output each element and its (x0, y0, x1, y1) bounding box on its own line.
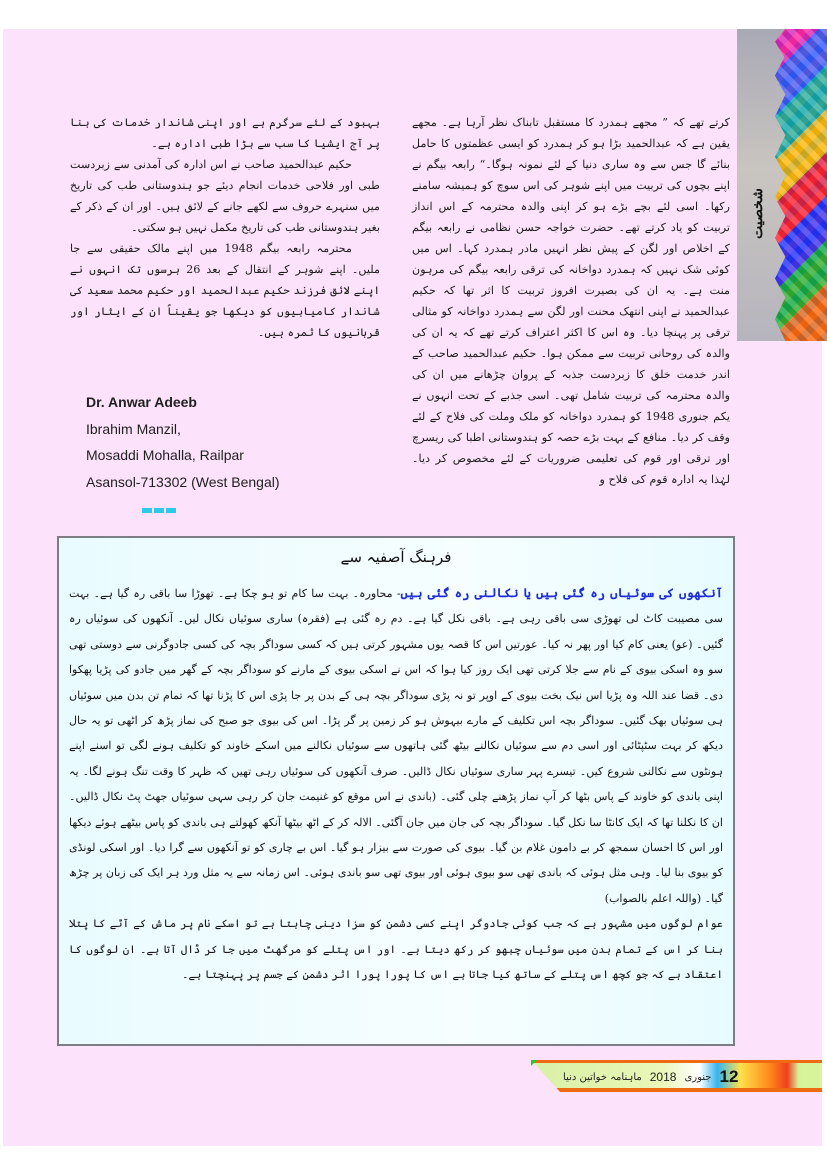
author-name: Dr. Anwar Adeeb (86, 394, 197, 410)
section-label: شخصیت (750, 188, 766, 240)
page-footer (531, 1060, 822, 1092)
author-address-line: Mosaddi Mohalla, Railpar (86, 447, 244, 463)
issue-year: 2018 (649, 1070, 677, 1084)
end-mark-square (142, 508, 152, 513)
magazine-name: ماہنامہ خواتین دنیا (563, 1071, 642, 1083)
glossary-definition: - محاورہ۔ بہت سا کام تو ہو چکا ہے۔ تھوڑا سا باقی رہ گیا ہے۔ بہت سی مصیبت کاٹ لی تھوڑی سی باقی رہی ہے۔ باقی نکل گیا ہے۔ دم رہ گئی ہے (فقرہ) ساری سوئیاں نکال لیں۔ آنکھوں کی سوئیاں رہ گئیں۔ (عو) یعنی کام کیا اور پھر نہ کیا۔ عورتیں اس کا قصہ یوں مشہور کرتی ہیں کہ کسی سوداگر بچہ کی کسی جادوگرنی سے دوستی تھی سو وہ اسکی بیوی کے نام سے جلا کرتی تھی ایک روز کیا ہوا کہ اس نے اسکی بیوی کے مارنے کو سوداگر بچہ کے گھر میں جادو کی پڑیا پھکوا دی۔ قضا عند اللہ وہ پڑیا اس نیک بخت بیوی کے اوپر تو نہ پڑی سوداگر بچہ ہی کے بدن پر جا پڑی اس کا پڑنا تھا کہ تمام تن بدن میں سوئیاں ہی سوئیاں بھک گئیں۔ سوداگر بچہ اس تکلیف کے مارے بیہوش ہو کر زمین پر گر پڑا۔ اس کی بیوی جو صبح کی نماز پڑھ کر اٹھی تو یہ حال دیکھ کر بہت سٹپٹائی اور اسی دم سے سوئیاں نکالنے بیٹھ گئی ہاتھوں سے سوئیاں نکالنے میں اسکے خاوند کو تکلیف ہونے لگی تو اسنے اپنے ہونٹوں سے نکالنی شروع کیں۔ تیسرے پہر ساری سوئیاں نکال ڈالیں۔ صرف آنکھوں کی سوئیاں رہی تھیں کہ ظہر کا وقت تنگ ہونے لگا۔ یہ اپنی باندی کو خاوند کے پاس بٹھا کر آپ نماز پڑھنے چلی گئی۔ (باندی نے اس موقع کو غنیمت جان کر رہی سہی سوئیاں جھٹ پٹ نکال ڈالیں۔ ان کا نکلنا تھا کہ ایک کانٹا سا نکل گیا۔ سوداگر بچہ کی جان میں جان آگئی۔ الالہ کر کے اٹھ بیٹھا آنکھ کھولتے ہی باندی کو پاس بیٹھے ہوئے دیکھا اور اس کا احسان سمجھ کر بے دامون غلام بن گیا۔ بیوی کی صورت سے بیزار ہو گیا۔ اس بے چاری کو تو آنکھوں سے گرا دیا۔ اور اسکی لونڈی کو بیوی بنا لیا۔ وہی مثل ہوئی کہ باندی تھی سو بیوی ہوئی اور بیوی تھی سو باندی ہوئی۔ اس زمانہ سے یہ مثل ورد ہر ایک کی زبان پر چڑھ گیا۔ (واللہ اعلم بالصواب) (69, 587, 723, 905)
article-end-marker (142, 508, 176, 513)
article-column-left (70, 112, 380, 343)
article-paragraph: بہبود کے لئے سرگرم ہے اور اپنی شاندار خدمات کی بنا پر آج ایشیا کا سب سے بڑا طبی ادارہ ہے۔ (70, 116, 380, 150)
article-paragraph: کرتے تھے کہ ” مجھے ہمدرد کا مستقبل تابناک نظر آرہا ہے۔ مجھے یقین ہے کہ عبدالحمید بڑا ہو کر ہمدرد کو ایسی عظمتوں کا حامل بنائے گا جس سے وہ ساری دنیا کے لئے نمونہ ہوگا۔“ رابعہ بیگم نے اپنے بچوں کی تربیت میں اپنے شوہر کی اس سوچ کو ہمیشہ سامنے رکھا۔ اسی لئے بچے بڑے ہو کر اپنی والدہ محترمہ کے اس انداز تربیت کو یاد کرتے تھے۔ حضرت خواجہ حسن نظامی نے رابعہ بیگم کے اخلاص اور لگن کے پیش نظر انہیں مادر ہمدرد کہا۔ اس میں کوئی شک نہیں کہ ہمدرد دواخانہ کی ترقی رابعہ بیگم کی مرہون منت ہے۔ یہ ان کی بصیرت افروز تربیت کا اثر تھا کہ حکیم عبدالحمید نے اپنی انتھک محنت اور لگن سے ہمدرد دواخانہ کو مثالی ترقی پر پہنچا دیا۔ وہ اس کا اکثر اعتراف کرتے تھے کہ یہ ان کی والدہ کی روحانی تربیت سے ممکن ہوا۔ حکیم عبدالحمید صاحب کے اندر خدمت خلق کا زبردست جذبہ کے پروان چڑھانے میں ان کی والدہ محترمہ کی تربیت شامل تھی۔ اسی جذبے کے تحت انہوں نے یکم جنوری 1948 کو ہمدرد دواخانہ کو ملک وملت کی فلاح کے لئے وقف کر دیا۔ منافع کے بہت بڑے حصہ کو ہندوستانی اطبا کی ریسرچ اور ترقی اور قوم کی تعلیمی ضروریات کے لئے مخصوص کر دیا۔ لہٰذا یہ ادارہ قوم کی فلاح و (412, 116, 730, 486)
page-number: 12 (719, 1067, 739, 1086)
author-address-line: Ibrahim Manzil, (86, 420, 181, 437)
glossary-title: فرہنگ آصفیہ سے (340, 548, 452, 566)
decorative-mosaic-pattern (775, 29, 827, 341)
glossary-paragraph: عوام لوگوں میں مشہور ہے کہ جب کوئی جادوگر اپنے کسی دشمن کو سزا دینی چاہتا ہے تو اسکے نام پر ماش کے آٹے کا پتلا بنا کر اس کے تمام بدن میں سوئیاں چبھو کر رکھ دیتا ہے۔ اور اس پتلے کو مرگھٹ میں جا کر ڈال آتا ہے۔ ان لوگوں کا اعتقاد ہے کہ جو کچھ اس پتلے کے ساتھ کیا جاتا ہے اس کا پورا پورا اثر دشمن کے جسم پر پہنچتا ہے۔ (69, 917, 723, 982)
article-paragraph: حکیم عبدالحمید صاحب نے اس ادارہ کی آمدنی سے زبردست طبی اور فلاحی خدمات انجام دیئے جو ہندوستانی طب کی تاریخ میں سنہرے حروف سے لکھے جانے کے لائق ہیں۔ اور ان کے ذکر کے بغیر ہندوستانی طب کی تاریخ مکمل نہیں ہو سکتی۔ (70, 158, 380, 234)
end-mark-square (166, 508, 176, 513)
footer-text (563, 1067, 738, 1087)
section-banner (737, 29, 827, 341)
author-signature (86, 389, 280, 495)
end-mark-square (154, 508, 164, 513)
issue-month: جنوری (684, 1071, 712, 1083)
glossary-entry (69, 580, 723, 911)
author-address-line: Asansol-713302 (West Bengal) (86, 473, 280, 490)
article-paragraph: محترمہ رابعہ بیگم 1948 میں اپنے مالک حقیقی سے جا ملیں۔ اپنے شوہر کے انتقال کے بعد 26 برسوں تک انہوں نے اپنے لائق فرزند حکیم عبدالحمید اور حکیم محمد سعید کی شاندار کامیابیوں کو دیکھا جو یقیناً ان کے ایثار اور قربانیوں کا ثمرہ ہیں۔ (70, 242, 381, 339)
glossary-box (57, 536, 735, 1046)
glossary-headword: آنکھوں کی سوئیاں رہ گئی ہیں یا نکالنی رہ گئی ہیں (400, 585, 723, 600)
article-column-right (412, 112, 730, 490)
glossary-body (69, 580, 723, 988)
